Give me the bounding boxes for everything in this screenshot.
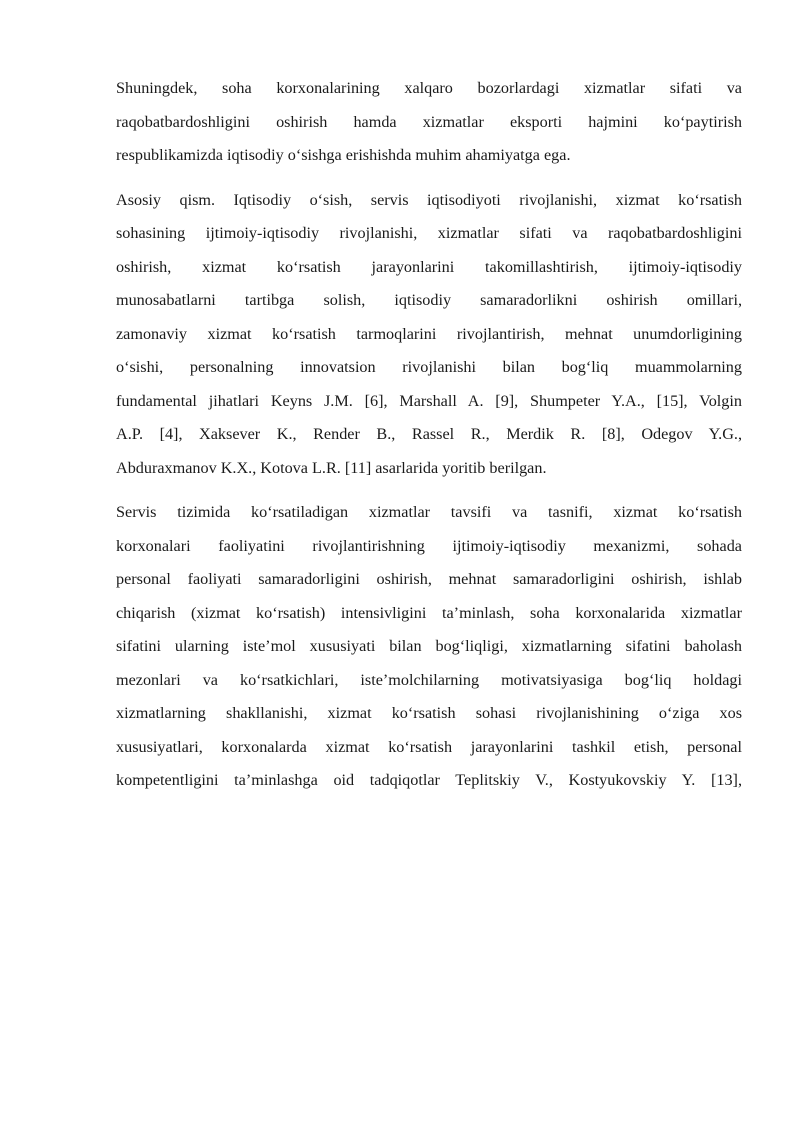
paragraph-2 [116, 184, 742, 486]
text-line: raqobatbardoshligini oshirish hamda xizmatlar eksporti hajmini ko‘paytirish [116, 112, 742, 131]
text-line: fundamental jihatlari Keyns J.M. [6], Marshall A. [9], Shumpeter Y.A., [15], Volgin [116, 391, 742, 410]
text-line: xizmatlarning shakllanishi, xizmat ko‘rsatish sohasi rivojlanishining o‘ziga xos [116, 704, 742, 722]
paragraph-1 [116, 72, 742, 173]
text-line: kompetentligini ta’minlashga oid tadqiqotlar Teplitskiy V., Kostyukovskiy Y. [13], [116, 771, 742, 789]
text-line: oshirish, xizmat ko‘rsatish jarayonlarini takomillashtirish, ijtimoiy-iqtisodiy [116, 257, 742, 276]
text-line: personal faoliyati samaradorligini oshirish, mehnat samaradorligini oshirish, ishlab [116, 570, 742, 588]
text-line: zamonaviy xizmat ko‘rsatish tarmoqlarini rivojlantirish, mehnat unumdorligining [116, 324, 742, 343]
text-line: Shuningdek, soha korxonalarining xalqaro bozorlardagi xizmatlar sifati va [116, 79, 742, 97]
text-line: o‘sishi, personalning innovatsion rivojlanishi bilan bog‘liq muammolarning [116, 358, 742, 376]
text-line: A.P. [4], Xaksever K., Render B., Rassel R., Merdik R. [8], Odegov Y.G., [116, 425, 742, 443]
paragraph-3 [116, 496, 742, 798]
text-line: Asosiy qism. Iqtisodiy o‘sish, servis iqtisodiyoti rivojlanishi, xizmat ko‘rsatish [116, 190, 742, 209]
text-line: sifatini ularning iste’mol xususiyati bilan bog‘liqligi, xizmatlarning sifatini baholash [116, 637, 742, 655]
text-line: Servis tizimida ko‘rsatiladigan xizmatlar tavsifi va tasnifi, xizmat ko‘rsatish [116, 503, 742, 521]
text-line: xususiyatlari, korxonalarda xizmat ko‘rsatish jarayonlarini tashkil etish, personal [116, 737, 742, 756]
text-line: chiqarish (xizmat ko‘rsatish) intensivligini ta’minlash, soha korxonalarida xizmatlar [116, 603, 742, 622]
text-line: respublikamizda iqtisodiy o‘sishga erishishda muhim ahamiyatga ega. [116, 146, 571, 164]
text-line: mezonlari va ko‘rsatkichlari, iste’molchilarning motivatsiyasiga bog‘liq holdagi [116, 670, 742, 689]
text-line: korxonalari faoliyatini rivojlantirishning ijtimoiy-iqtisodiy mexanizmi, sohada [116, 536, 742, 555]
text-line: Abduraxmanov K.X., Kotova L.R. [11] asarlarida yoritib berilgan. [116, 458, 547, 477]
text-line: munosabatlarni tartibga solish, iqtisodiy samaradorlikni oshirish omillari, [116, 291, 742, 309]
text-line: sohasining ijtimoiy-iqtisodiy rivojlanishi, xizmatlar sifati va raqobatbardoshligini [116, 224, 742, 242]
body-text [116, 72, 742, 798]
